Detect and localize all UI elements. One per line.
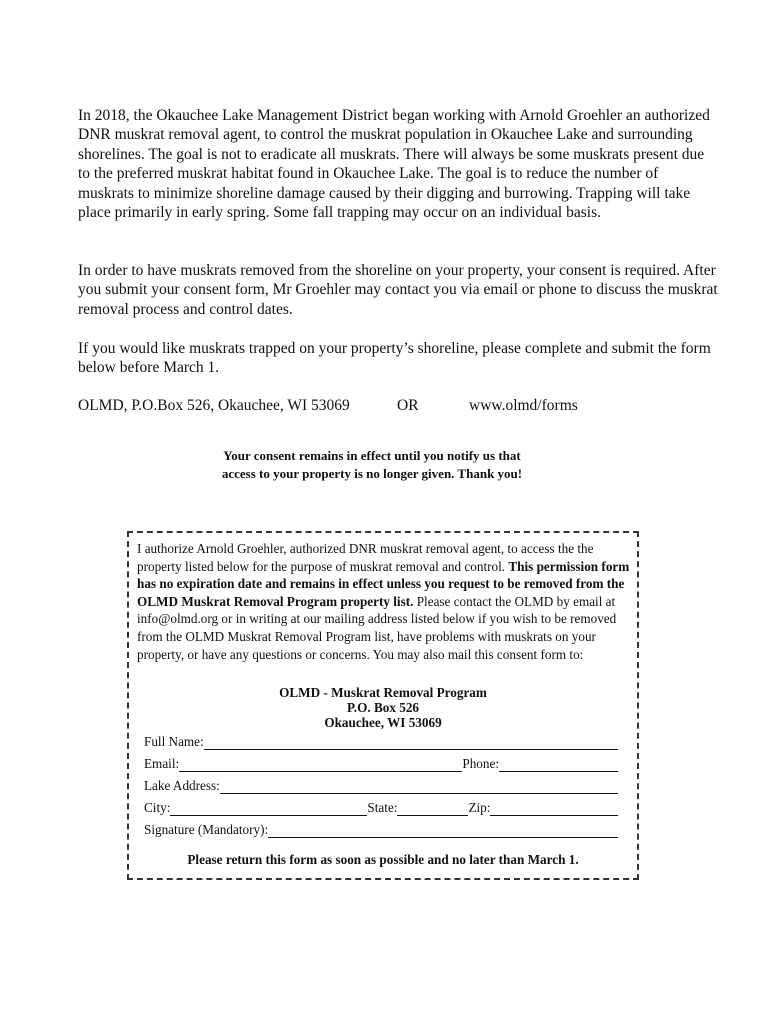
phone-field[interactable] (499, 757, 618, 772)
zip-label: Zip: (468, 800, 491, 815)
consent-form (127, 531, 639, 880)
return-note: Please return this form as soon as possible and no later than March 1. (187, 852, 579, 867)
intro-paragraph-3: If you would like muskrats trapped on your property’s shoreline, please complete and submit the form below before March 1. (78, 340, 711, 377)
intro-paragraph-1: In 2018, the Okauchee Lake Management District began working with Arnold Groehler an authorized DNR muskrat removal agent, to control the muskrat population in Okauchee Lake and surrounding shorelines. The goal is not to eradicate all muskrats. There will always be some muskrats present due to the preferred muskrat habitat found in Okauchee Lake. The goal is to reduce the number of muskrats to minimize shoreline damage caused by their digging and burrowing. Trapping will take place primarily in early spring. Some fall trapping may occur on an individual basis. (78, 107, 710, 222)
signature-row (144, 820, 618, 838)
intro-paragraph-2: In order to have muskrats removed from the shoreline on your property, your consent is required. After you submit your consent form, Mr Groehler may contact you via email or phone to discuss the muskrat removal process and control dates. (78, 262, 718, 318)
po-box: P.O. Box 526 (346, 700, 420, 715)
signature-field[interactable] (268, 823, 618, 838)
lake-address-label: Lake Address: (144, 778, 220, 793)
authorization-text-contact: Please contact the OLMD by email at info@olmd.org or in writing at our mailing address listed below if you wish to be removed from the OLMD Muskrat Removal Program list, have problems with muskrats on your property, or have any questions or concerns. You may also mail this consent form to: (137, 593, 617, 662)
city-field[interactable] (170, 801, 367, 816)
olmd-mailing-block (129, 685, 637, 730)
phone-label: Phone: (462, 756, 499, 771)
web-address: www.olmd/forms (469, 397, 578, 414)
consent-note (150, 447, 594, 483)
lake-address-field[interactable] (220, 779, 618, 794)
org-name: OLMD - Muskrat Removal Program (279, 685, 487, 700)
full-name-field[interactable] (204, 735, 618, 750)
email-label: Email: (144, 756, 180, 771)
authorization-text-bold: This permission form has no expiration date and remains in effect unless you request to be removed from the OLMD Muskrat Removal Program property list. (137, 558, 630, 609)
city-state-zip: Okauchee, WI 53069 (324, 715, 442, 730)
email-phone-row (144, 754, 618, 772)
full-name-row (144, 732, 618, 750)
city-label: City: (144, 800, 171, 815)
lake-address-row (144, 776, 618, 794)
authorization-text (137, 540, 632, 663)
zip-field[interactable] (490, 801, 618, 816)
consent-note-line-1: Your consent remains in effect until you notify us that (223, 448, 521, 463)
state-field[interactable] (397, 801, 468, 816)
consent-note-line-2: access to your property is no longer given. Thank you! (221, 466, 523, 481)
signature-label: Signature (Mandatory): (144, 822, 269, 837)
email-field[interactable] (179, 757, 462, 772)
or-separator: OR (397, 397, 419, 414)
state-label: State: (367, 800, 398, 815)
authorization-text-intro: I authorize Arnold Groehler, authorized DNR muskrat removal agent, to access the the property listed below for the purpose of muskrat removal and control. (137, 541, 594, 574)
mailing-address: OLMD, P.O.Box 526, Okauchee, WI 53069 (78, 397, 350, 414)
full-name-label: Full Name: (144, 734, 204, 749)
city-state-zip-row (144, 798, 618, 816)
